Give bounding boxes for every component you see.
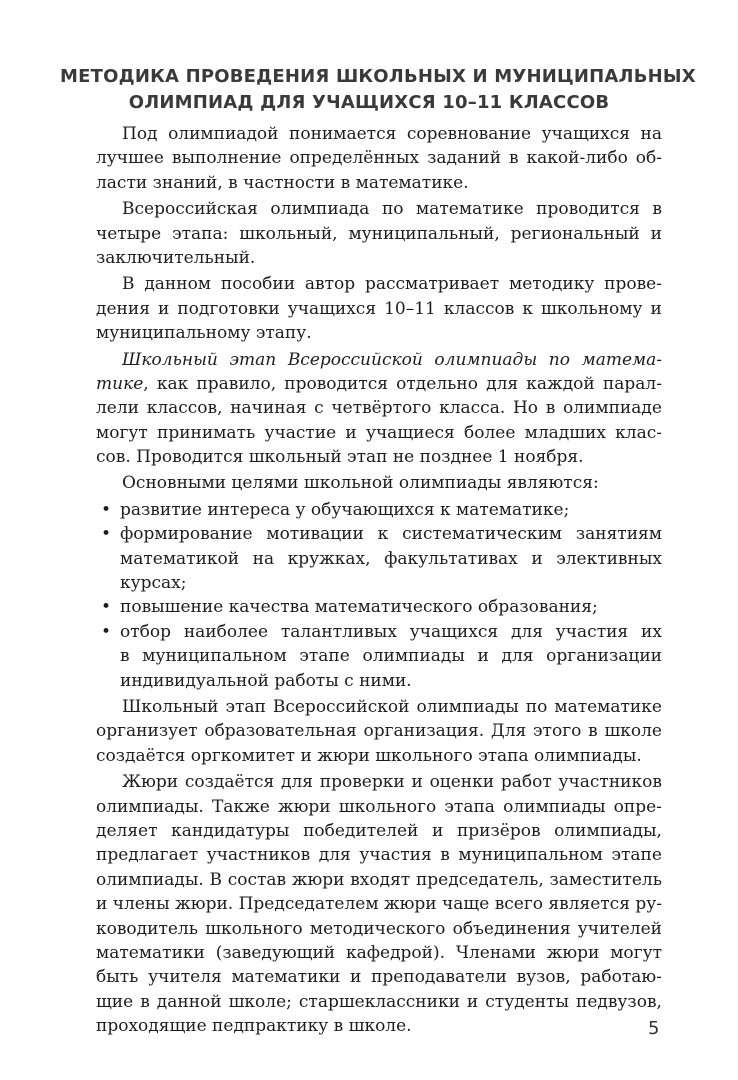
list-item xyxy=(96,595,662,619)
text-line: Школьный этап Всероссийской олимпиады по матема- xyxy=(122,349,662,370)
text-line: математики (заведующий кафедрой). Членами жюри могут xyxy=(96,942,662,963)
text-line: щие в данной школе; старшеклассники и студенты педвузов, xyxy=(96,991,662,1012)
title-line-2: ОЛИМПИАД ДЛЯ УЧАЩИХСЯ 10–11 КЛАССОВ xyxy=(128,92,610,113)
text-line: лели классов, начиная с четвёртого класса. Но в олимпиаде xyxy=(96,398,662,419)
text-line: создаётся оргкомитет и жюри школьного этапа олимпиады. xyxy=(96,745,642,766)
text-line: тике, как правило, проводится отдельно для каждой парал- xyxy=(96,373,662,394)
paragraph-after-0 xyxy=(96,695,662,768)
text-line: Под олимпиадой понимается соревнование учащихся на xyxy=(122,124,662,144)
bullet-icon: • xyxy=(101,621,112,642)
text-line: в муниципальном этапе олимпиады и для организации xyxy=(120,646,662,667)
paragraph-0 xyxy=(96,122,662,195)
text-line: четыре этапа: школьный, муниципальный, региональный и xyxy=(96,223,662,244)
text-line: математикой на кружках, факультативах и элективных xyxy=(120,548,662,569)
text-line: Школьный этап Всероссийской олимпиады по математике xyxy=(122,696,662,717)
body-text xyxy=(96,122,662,1040)
chapter-title xyxy=(60,64,696,116)
page-number: 5 xyxy=(648,1018,660,1039)
title-line-1: МЕТОДИКА ПРОВЕДЕНИЯ ШКОЛЬНЫХ И МУНИЦИПАЛЬНЫХ xyxy=(60,66,696,87)
text-line: олимпиады. В состав жюри входят председатель, заместитель xyxy=(96,869,662,890)
text-line: сов. Проводится школьный этап не позднее 1 ноября. xyxy=(96,447,584,468)
text-line: Основными целями школьной олимпиады являются: xyxy=(122,473,599,494)
text-line: предлагает участников для участия в муниципальном этапе xyxy=(96,845,662,866)
paragraph-2 xyxy=(96,272,662,345)
text-line: • отбор наиболее талантливых учащихся для участия их xyxy=(96,620,662,644)
bullet-icon: • xyxy=(101,524,112,545)
text-line: заключительный. xyxy=(96,247,256,268)
text-line: индивидуальной работы с ними. xyxy=(120,670,412,691)
text-line: дения и подготовки учащихся 10–11 классов к школьному и xyxy=(96,298,662,319)
paragraph-4 xyxy=(96,471,662,495)
list-item xyxy=(96,620,662,693)
paragraph-after-1 xyxy=(96,770,662,1038)
text-line: ководитель школьного методического объединения учителей xyxy=(96,918,662,939)
text-line: организует образовательная организация. Для этого в школе xyxy=(96,721,662,742)
text-line: могут принимать участие и учащиеся более младших клас- xyxy=(96,422,662,443)
list-item xyxy=(96,522,662,595)
text-line: Жюри создаётся для проверки и оценки работ участников xyxy=(122,772,662,793)
text-line: В данном пособии автор рассматривает методику прове- xyxy=(122,274,662,295)
text-line: быть учителя математики и преподаватели вузов, работаю- xyxy=(96,967,662,988)
text-line: олимпиады. Также жюри школьного этапа олимпиады опре- xyxy=(96,796,662,817)
text-line: проходящие педпрактику в школе. xyxy=(96,1016,412,1037)
text-line: и члены жюри. Председателем жюри чаще всего является ру- xyxy=(96,894,662,915)
goals-list xyxy=(96,498,662,693)
text-line: Всероссийская олимпиада по математике проводится в xyxy=(122,199,662,220)
paragraph-1 xyxy=(96,197,662,270)
text-line: • развитие интереса у обучающихся к математике; xyxy=(96,498,662,522)
text-line: • формирование мотивации к систематическим занятиям xyxy=(96,522,662,546)
text-line: деляет кандидатуры победителей и призёров олимпиады, xyxy=(96,820,662,841)
text-line: курсах; xyxy=(120,573,187,594)
text-line: ласти знаний, в частности в математике. xyxy=(96,172,469,193)
list-item xyxy=(96,498,662,522)
bullet-icon: • xyxy=(101,597,112,618)
text-line: лучшее выполнение определённых заданий в какой-либо об- xyxy=(96,148,662,169)
bullet-icon: • xyxy=(101,499,112,520)
text-line: муниципальному этапу. xyxy=(96,323,312,344)
text-line: • повышение качества математического образования; xyxy=(96,595,662,619)
paragraph-3 xyxy=(96,348,662,470)
